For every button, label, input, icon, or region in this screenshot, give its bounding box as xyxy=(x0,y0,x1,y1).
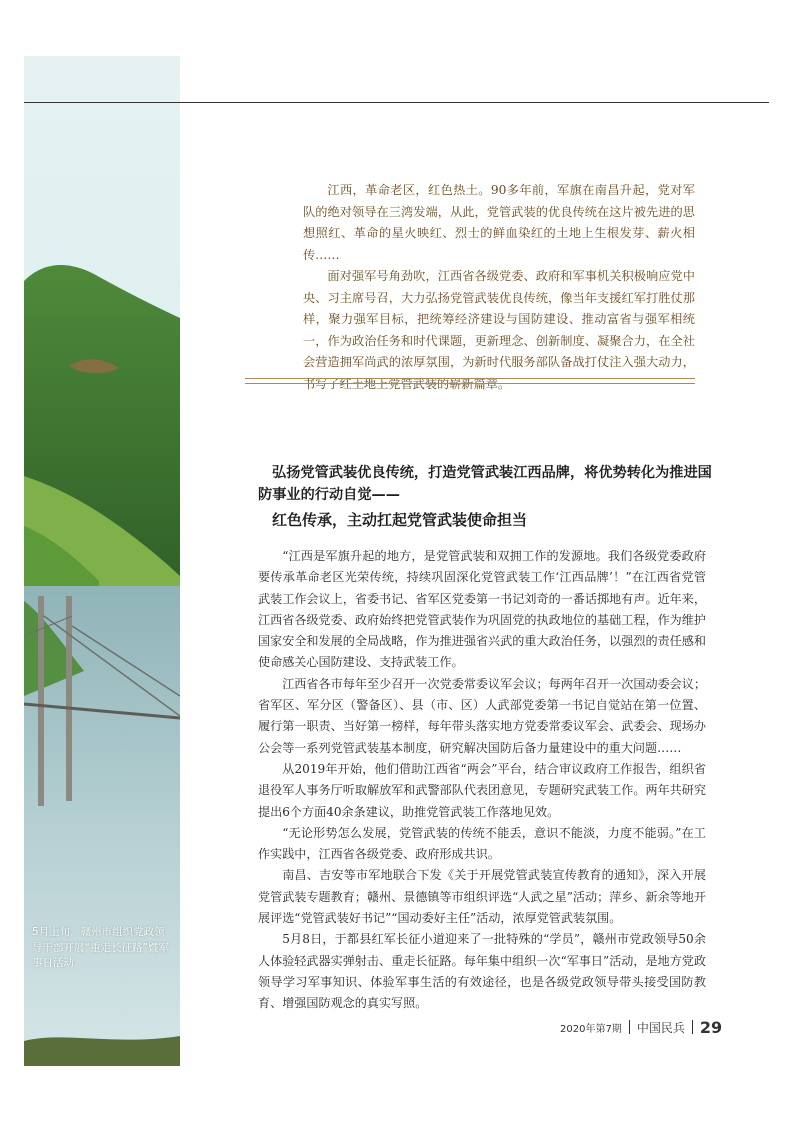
footer-separator xyxy=(629,1020,630,1034)
header-rule xyxy=(24,102,769,103)
pole-right xyxy=(66,596,72,801)
body-paragraph: “江西是军旗升起的地方，是党管武装和双拥工作的发源地。我们各级党委政府要传承革命老区光荣传统，持续巩固深化党管武装工作‘江西品牌’！”在江西省党管武装工作会议上，省委书记、省军区党委第一书记刘奇的一番话掷地有声。近年来，江西省各级党委、政府始终把党管武装作为巩固党的执政地位的基础工程，作为维护国家安全和发展的全局战略，作为推进强省兴武的重大政治任务，以强烈的责任感和使命感关心国防建设、支持武装工作。 xyxy=(258,549,706,670)
body-paragraph: “无论形势怎么发展，党管武装的传统不能丢，意识不能淡，力度不能弱。”在工作实践中，江西省各级党委、政府形成共识。 xyxy=(258,825,706,862)
river-landscape-illustration xyxy=(24,56,180,1066)
landscape-photo xyxy=(24,56,180,1066)
intro-paragraph: 面对强军号角劲吹，江西省各级党委、政府和军事机关积极响应党中央、习主席号召，大力弘扬党管武装优良传统，像当年支援红军打胜仗那样，聚力强军目标，把统筹经济建设与国防建设、推动富省与强军相统一，作为政治任务和时代课题，更新理念、创新制度、凝聚合力，在全社会营造拥军尚武的浓厚氛围，为新时代服务部队备战打仗注入强大动力，书写了红土地上党管武装的崭新篇章。 xyxy=(303,269,695,391)
article-body xyxy=(258,546,706,1015)
grass-foreground xyxy=(24,1036,180,1066)
issue-label: 2020年第7期 xyxy=(560,1023,622,1035)
page-number: 29 xyxy=(699,1017,723,1037)
body-paragraph: 南昌、吉安等市军地联合下发《关于开展党管武装宣传教育的通知》，深入开展党管武装专题教育；赣州、景德镇等市组织评选“人武之星”活动；萍乡、新余等地开展评选“党管武装好书记”“国动委好主任”活动，浓厚党管武装氛围。 xyxy=(258,868,706,926)
section-title: 弘扬党管武装优良传统，打造党管武装江西品牌，将优势转化为推进国防事业的行动自觉—— xyxy=(258,465,712,503)
magazine-name: 中国民兵 xyxy=(636,1020,685,1035)
intro-paragraph: 江西，革命老区，红色热土。90多年前，军旗在南昌升起，党对军队的绝对领导在三湾发端，从此，党管武装的优良传统在这片被先进的思想照红、革命的星火映红、烈士的鲜血染红的土地上生根发芽、薪火相传…… xyxy=(303,183,695,262)
photo-caption: 5月上旬，赣州市组织党政领导干部开展“重走长征路”暨军事日活动。 xyxy=(32,926,169,969)
intro-divider xyxy=(245,378,695,384)
footer-separator xyxy=(692,1020,693,1034)
page-footer xyxy=(560,1017,770,1037)
body-paragraph: 从2019年开始，他们借助江西省“两会”平台，结合审议政府工作报告，组织省退役军人事务厅听取解放军和武警部队代表团意见，专题研究武装工作。两年共研究提出6个方面40余条建议，助推党管武装工作落地见效。 xyxy=(258,761,706,819)
body-paragraph: 5月8日，于都县红军长征小道迎来了一批特殊的“学员”，赣州市党政领导50余人体验轻武器实弹射击、重走长征路。每年集中组织一次“军事日”活动，是地方党政领导学习军事知识、体验军事生活的有效途径，也是各级党政领导带头接受国防教育、增强国防观念的真实写照。 xyxy=(258,932,706,1011)
section-heading xyxy=(258,462,718,531)
section-subtitle: 红色传承，主动扛起党管武装使命担当 xyxy=(272,511,528,529)
body-paragraph: 江西省各市每年至少召开一次党委常委议军会议；每两年召开一次国动委会议；省军区、军分区（警备区）、县（市、区）人武部党委第一书记自觉站在第一位置、履行第一职责、当好第一榜样，每年带头落实地方党委常委议军会、武委会、现场办公会等一系列党管武装基本制度，研究解决国防后备力量建设中的重大问题…… xyxy=(258,676,706,755)
intro-block xyxy=(303,180,695,395)
